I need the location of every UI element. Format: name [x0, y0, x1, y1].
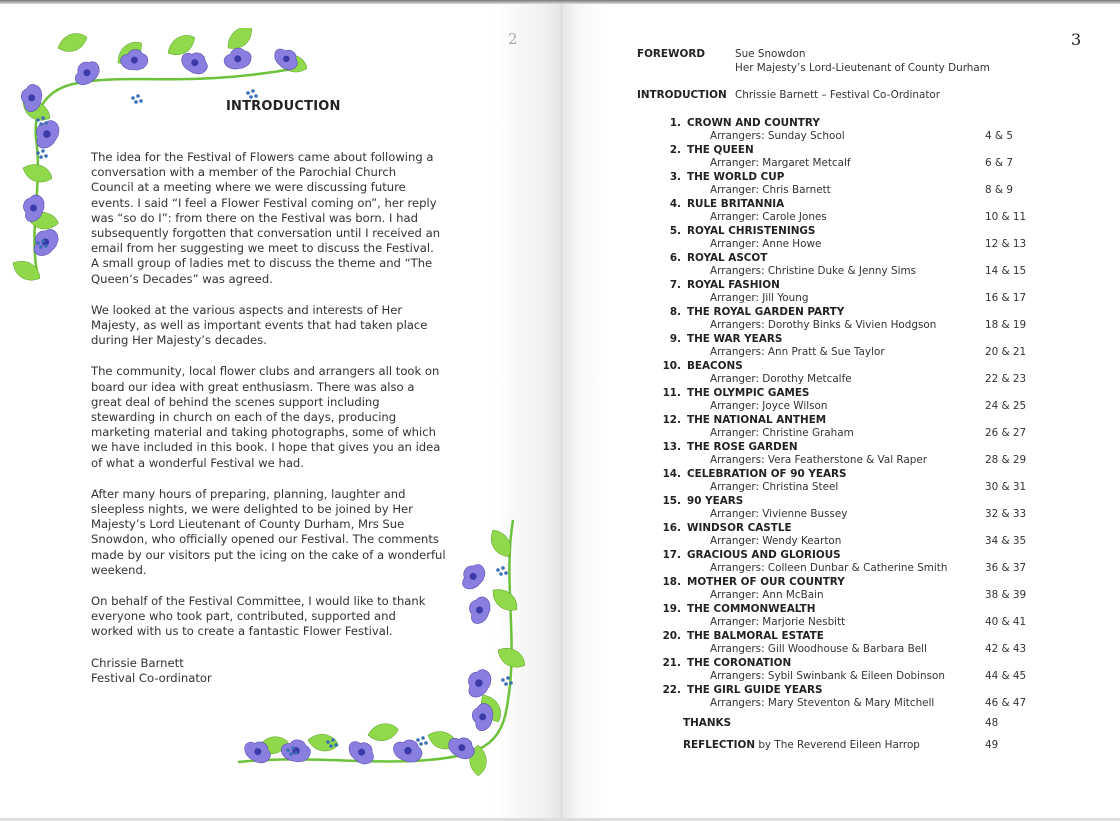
entry-title: CELEBRATION OF 90 YEARS [687, 468, 847, 480]
entry-title: THE GIRL GUIDE YEARS [687, 684, 823, 696]
signature [91, 656, 463, 686]
right-page [562, 4, 1120, 818]
entry-number: 10. [662, 360, 681, 372]
entry-number: 18. [662, 576, 681, 588]
berry-icon [39, 245, 43, 249]
flower-center [404, 747, 412, 755]
text-line: After many hours of preparing, planning, laughter and [91, 486, 406, 501]
entry-number: 12. [662, 414, 681, 426]
text-line: The idea for the Festival of Flowers came about following a [91, 150, 434, 164]
berry-icon [499, 572, 503, 576]
entry-arrangers: Arrangers: Colleen Dunbar & Catherine Smith [710, 562, 948, 574]
text-line: everyone who took part, contributed, supported and [91, 609, 396, 624]
entry-number: 4. [669, 198, 681, 210]
entry-title: THE QUEEN [687, 144, 754, 156]
entry-pages: 40 & 41 [985, 616, 1027, 628]
entry-title: THE NATIONAL ANTHEM [687, 414, 827, 426]
text-line: On behalf of the Festival Committee, I would like to thank [91, 594, 426, 609]
entry-number: 11. [662, 387, 681, 399]
berry-icon [39, 122, 43, 126]
leaf-icon [488, 584, 522, 616]
text-line: during Her Majesty’s decades. [91, 333, 267, 348]
entry-arrangers: Arrangers: Christine Duke & Jenny Sims [710, 265, 916, 277]
text-line: Majesty’s Lord Lieutenant of County Durham, Mrs Sue [91, 517, 405, 532]
entry-arrangers: Arrangers: Sybil Swinbank & Eileen Dobinson [710, 670, 945, 682]
berry-icon [334, 743, 338, 747]
leaf-icon [55, 30, 90, 56]
text-line: great deal of behind the scenes support including [91, 394, 380, 409]
berry-icon [41, 239, 45, 243]
berry-icon [44, 121, 48, 125]
introduction-paragraph [91, 594, 463, 640]
entry-pages: 4 & 5 [985, 130, 1013, 142]
entry-pages: 12 & 13 [985, 238, 1027, 250]
entry-number: 14. [662, 468, 681, 480]
entry-number: 19. [662, 603, 681, 615]
reflection-pages: 49 [985, 739, 999, 751]
entry-title: THE ROSE GARDEN [687, 441, 798, 453]
text-line: was “so do I”: from there on the Festival was born. I had [91, 210, 418, 225]
entry-pages: 44 & 45 [985, 670, 1027, 682]
entry-arrangers: Arranger: Joyce Wilson [710, 400, 828, 412]
berry-icon [424, 741, 428, 745]
entry-arrangers: Arranger: Jill Young [710, 292, 809, 304]
berry-icon [291, 746, 295, 750]
berry-icon [139, 99, 143, 103]
entry-title: ROYAL CHRISTENINGS [687, 225, 816, 237]
introduction-paragraph [91, 150, 463, 287]
signature-name: Chrissie Barnett [91, 655, 184, 670]
flower-icon [221, 44, 254, 75]
berry-icon [421, 736, 425, 740]
entry-pages: 30 & 31 [985, 481, 1027, 493]
text-line: made by our visitors put the icing on the cake of a wonderful [91, 547, 446, 562]
foreword-role: Her Majesty’s Lord-Lieutenant of County Durham [735, 62, 990, 74]
text-line: conversation with a member of the Parochial Church [91, 165, 397, 180]
entry-title: MOTHER OF OUR COUNTRY [687, 576, 845, 588]
entry-pages: 42 & 43 [985, 643, 1027, 655]
entry-pages: 20 & 21 [985, 346, 1027, 358]
entry-number: 6. [669, 252, 681, 264]
reflection-title: REFLECTION [683, 739, 756, 751]
entry-number: 9. [669, 333, 681, 345]
entry-pages: 6 & 7 [985, 157, 1013, 169]
berry-icon [254, 94, 258, 98]
text-line: We looked at the various aspects and interests of Her [91, 302, 403, 317]
entry-number: 8. [669, 306, 681, 318]
flower-icon [459, 561, 487, 593]
entry-title: BEACONS [687, 360, 743, 372]
entry-number: 15. [662, 495, 681, 507]
berry-icon [134, 100, 138, 104]
flower-center [476, 607, 483, 614]
text-line: email from her suggesting we meet to discuss the Festival. [91, 241, 434, 256]
berry-icon [41, 149, 45, 153]
flower-icon [466, 667, 493, 699]
entry-arrangers: Arranger: Marjorie Nesbitt [710, 616, 846, 628]
berry-icon [36, 118, 40, 122]
text-line: The community, local flower clubs and arrangers all took on [91, 364, 440, 379]
text-line: Council at a meeting where we were discussing future [91, 180, 406, 195]
entry-arrangers: Arranger: Christina Steel [710, 481, 839, 493]
entry-pages: 18 & 19 [985, 319, 1027, 331]
entry-arrangers: Arranger: Dorothy Metcalfe [710, 373, 852, 385]
entry-pages: 22 & 23 [985, 373, 1027, 385]
text-line: we have included in this book. I hope that gives you an idea [91, 440, 441, 455]
entry-arrangers: Arranger: Chris Barnett [710, 184, 831, 196]
entry-arrangers: Arranger: Anne Howe [710, 238, 822, 250]
berry-icon [44, 154, 48, 158]
entry-number: 7. [669, 279, 681, 291]
leaf-icon [9, 256, 44, 286]
reflection-author: by The Reverend Eileen Harrop [755, 739, 920, 751]
entry-number: 13. [662, 441, 681, 453]
berry-icon [504, 682, 508, 686]
entry-title: ROYAL ASCOT [687, 252, 768, 264]
entry-arrangers: Arrangers: Mary Steventon & Mary Mitchell [710, 697, 935, 709]
entry-title: ROYAL FASHION [687, 279, 780, 291]
berry-icon [286, 748, 290, 752]
entry-pages: 16 & 17 [985, 292, 1027, 304]
page-number-right: 3 [1071, 30, 1082, 49]
berry-icon [501, 566, 505, 570]
entry-number: 1. [669, 117, 681, 129]
entry-arrangers: Arranger: Christine Graham [710, 427, 854, 439]
entry-pages: 32 & 33 [985, 508, 1027, 520]
text-line: worked with us to create a fantastic Flower Festival. [91, 624, 393, 639]
berry-icon [496, 568, 500, 572]
berry-icon [246, 91, 250, 95]
text-line: Queen’s Decades” was agreed. [91, 271, 273, 286]
berry-icon [331, 738, 335, 742]
text-line: sleepless nights, we were delighted to be joined by Her [91, 502, 413, 517]
berry-icon [509, 681, 513, 685]
entry-arrangers: Arrangers: Sunday School [710, 130, 845, 142]
entry-title: 90 YEARS [687, 495, 744, 507]
entry-pages: 36 & 37 [985, 562, 1027, 574]
entry-arrangers: Arrangers: Vera Featherstone & Val Raper [710, 454, 928, 466]
text-line: subsequently forgotten that conversation until I received an [91, 226, 441, 241]
entry-arrangers: Arranger: Vivienne Bussey [710, 508, 848, 520]
introduction-paragraph [91, 364, 463, 470]
foreword-name: Sue Snowdon [735, 48, 806, 60]
berry-icon [501, 678, 505, 682]
entry-pages: 46 & 47 [985, 697, 1027, 709]
entry-title: THE OLYMPIC GAMES [687, 387, 810, 399]
entry-pages: 14 & 15 [985, 265, 1027, 277]
signature-role: Festival Co-ordinator [91, 670, 212, 685]
introduction-heading: INTRODUCTION [226, 99, 341, 114]
berry-icon [44, 244, 48, 248]
berry-icon [36, 241, 40, 245]
berry-icon [136, 94, 140, 98]
text-line: of what a wonderful Festival we had. [91, 455, 304, 470]
entry-number: 17. [662, 549, 681, 561]
berry-icon [506, 676, 510, 680]
thanks-label [683, 717, 731, 729]
text-line: A small group of ladies met to discuss the theme and “The [91, 256, 433, 271]
berry-icon [329, 744, 333, 748]
entry-arrangers: Arranger: Margaret Metcalf [710, 157, 851, 169]
text-line: weekend. [91, 562, 147, 577]
entry-pages: 24 & 25 [985, 400, 1027, 412]
entry-title: RULE BRITANNIA [687, 198, 785, 210]
entry-title: THE CORONATION [687, 657, 792, 669]
flower-icon [393, 740, 422, 762]
berry-icon [326, 740, 330, 744]
berry-icon [294, 751, 298, 755]
entry-title: THE ROYAL GARDEN PARTY [687, 306, 845, 318]
leaf-icon [307, 732, 340, 754]
text-line: Snowdon, who officially opened our Festival. The comments [91, 532, 439, 547]
berry-icon [41, 116, 45, 120]
entry-title: WINDSOR CASTLE [687, 522, 792, 534]
text-line: Majesty, as well as important events that had taken place [91, 318, 428, 333]
entry-pages: 10 & 11 [985, 211, 1027, 223]
leaf-icon [367, 721, 400, 743]
thanks-title: THANKS [683, 717, 732, 729]
introduction-paragraph [91, 487, 463, 578]
berry-icon [416, 738, 420, 742]
entry-arrangers: Arrangers: Ann Pratt & Sue Taylor [710, 346, 885, 358]
flower-icon [180, 50, 210, 75]
introduction-author: Chrissie Barnett – Festival Co-Ordinator [735, 89, 941, 101]
entry-number: 20. [662, 630, 681, 642]
berry-icon [419, 742, 423, 746]
entry-arrangers: Arranger: Wendy Kearton [710, 535, 842, 547]
introduction-label: INTRODUCTION [637, 89, 727, 101]
entry-title: GRACIOUS AND GLORIOUS [687, 549, 841, 561]
entry-number: 16. [662, 522, 681, 534]
entry-number: 2. [669, 144, 681, 156]
flower-icon [71, 56, 102, 89]
berry-icon [289, 752, 293, 756]
entry-title: THE BALMORAL ESTATE [687, 630, 824, 642]
berry-icon [36, 151, 40, 155]
entry-arrangers: Arranger: Ann McBain [710, 589, 824, 601]
reflection-entry [683, 739, 920, 751]
berry-icon [39, 155, 43, 159]
introduction-body [91, 150, 463, 702]
entry-number: 5. [669, 225, 681, 237]
entry-title: CROWN AND COUNTRY [687, 117, 820, 129]
entry-title: THE WAR YEARS [687, 333, 783, 345]
berry-icon [131, 96, 135, 100]
entry-pages: 26 & 27 [985, 427, 1027, 439]
entry-pages: 8 & 9 [985, 184, 1013, 196]
berry-icon [251, 89, 255, 93]
entry-number: 22. [662, 684, 681, 696]
entry-pages: 38 & 39 [985, 589, 1027, 601]
text-line: stewarding in church on each of the days, producing [91, 410, 397, 425]
text-line: board our idea with great enthusiasm. There was also a [91, 379, 415, 394]
entry-pages: 28 & 29 [985, 454, 1027, 466]
entry-number: 21. [662, 657, 681, 669]
entry-title: THE COMMONWEALTH [687, 603, 816, 615]
entry-number: 3. [669, 171, 681, 183]
entry-arrangers: Arrangers: Gill Woodhouse & Barbara Bell [710, 643, 927, 655]
introduction-paragraph [91, 303, 463, 349]
entry-arrangers: Arranger: Carole Jones [710, 211, 827, 223]
entry-arrangers: Arrangers: Dorothy Binks & Vivien Hodgson [710, 319, 937, 331]
entry-pages: 34 & 35 [985, 535, 1027, 547]
flower-icon [469, 597, 490, 624]
berry-icon [504, 571, 508, 575]
foreword-label: FOREWORD [637, 48, 705, 60]
thanks-pages: 48 [985, 717, 999, 729]
flower-center [30, 205, 37, 212]
entry-title: THE WORLD CUP [687, 171, 785, 183]
page-number-left: 2 [508, 30, 518, 48]
text-line: marketing material and taking photographs, some of which [91, 425, 436, 440]
text-line: events. I said “I feel a Flower Festival coming on”, her reply [91, 195, 437, 210]
